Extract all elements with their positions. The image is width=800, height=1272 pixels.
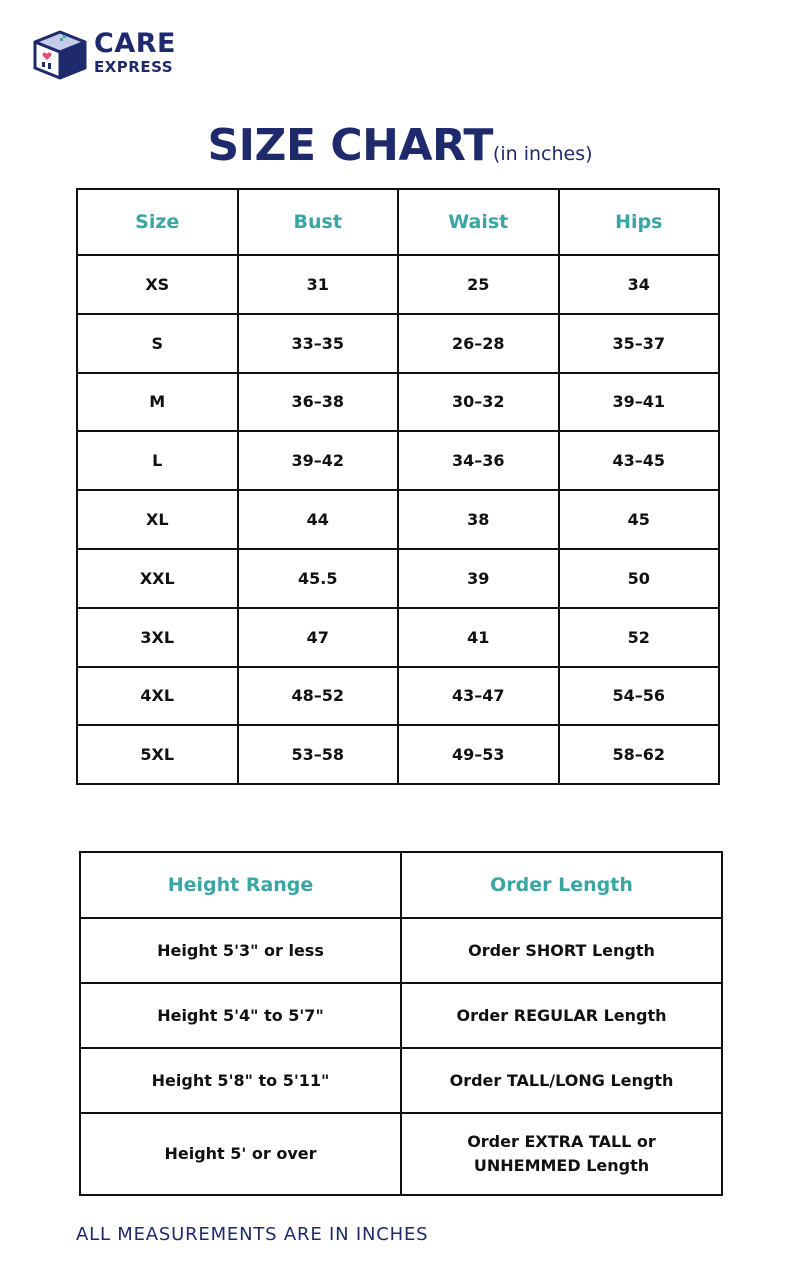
table-row [80, 983, 722, 1048]
table-row [77, 725, 719, 784]
brand-name-line2: EXPRESS [94, 58, 174, 76]
cell-order-length: Order SHORT Length [401, 918, 722, 983]
cell-bust: 48–52 [238, 667, 399, 726]
cell-bust: 47 [238, 608, 399, 667]
cell-hips: 35–37 [559, 314, 720, 373]
header-size: Size [77, 189, 238, 255]
cell-waist: 49–53 [398, 725, 559, 784]
cell-height-range: Height 5'3" or less [80, 918, 401, 983]
cell-size: M [77, 373, 238, 432]
length-table [79, 851, 723, 1196]
cell-hips: 45 [559, 490, 720, 549]
cell-bust: 31 [238, 255, 399, 314]
cell-size: 4XL [77, 667, 238, 726]
table-row [77, 373, 719, 432]
cell-bust: 44 [238, 490, 399, 549]
cell-bust: 45.5 [238, 549, 399, 608]
brand-name-line1: CARE [94, 28, 176, 59]
cell-hips: 58–62 [559, 725, 720, 784]
cell-hips: 43–45 [559, 431, 720, 490]
box-logo-icon [33, 30, 87, 82]
table-row [77, 549, 719, 608]
cell-waist: 39 [398, 549, 559, 608]
cell-hips: 34 [559, 255, 720, 314]
table-row [80, 918, 722, 983]
size-table-header [77, 189, 719, 255]
table-row [77, 608, 719, 667]
table-row [80, 1113, 722, 1195]
cell-waist: 41 [398, 608, 559, 667]
measurement-note: ALL MEASUREMENTS ARE IN INCHES [76, 1224, 429, 1245]
cell-waist: 30–32 [398, 373, 559, 432]
cell-height-range: Height 5'8" to 5'11" [80, 1048, 401, 1113]
cell-bust: 39–42 [238, 431, 399, 490]
cell-waist: 43–47 [398, 667, 559, 726]
title-subtitle: (in inches) [492, 143, 593, 165]
table-row [77, 314, 719, 373]
cell-height-range: Height 5' or over [80, 1113, 401, 1195]
cell-hips: 50 [559, 549, 720, 608]
cell-waist: 38 [398, 490, 559, 549]
cell-size: XXL [77, 549, 238, 608]
table-row [77, 490, 719, 549]
cell-size: 5XL [77, 725, 238, 784]
cell-waist: 26–28 [398, 314, 559, 373]
table-row [77, 667, 719, 726]
cell-waist: 34–36 [398, 431, 559, 490]
table-row [77, 255, 719, 314]
cell-bust: 36–38 [238, 373, 399, 432]
title-main: SIZE CHART [207, 120, 493, 171]
care-express-logo [33, 30, 193, 84]
cell-size: 3XL [77, 608, 238, 667]
cell-size: L [77, 431, 238, 490]
cell-order-length: Order EXTRA TALL or UNHEMMED Length [401, 1113, 722, 1195]
header-waist: Waist [398, 189, 559, 255]
cell-hips: 39–41 [559, 373, 720, 432]
cell-bust: 33–35 [238, 314, 399, 373]
cell-size: XL [77, 490, 238, 549]
table-row [77, 431, 719, 490]
cell-order-length: Order REGULAR Length [401, 983, 722, 1048]
cell-size: XS [77, 255, 238, 314]
cell-bust: 53–58 [238, 725, 399, 784]
cell-size: S [77, 314, 238, 373]
header-order-length: Order Length [401, 852, 722, 918]
table-row [80, 1048, 722, 1113]
header-height-range: Height Range [80, 852, 401, 918]
header-hips: Hips [559, 189, 720, 255]
cell-hips: 52 [559, 608, 720, 667]
length-table-header [80, 852, 722, 918]
cell-order-length: Order TALL/LONG Length [401, 1048, 722, 1113]
size-table [76, 188, 720, 785]
header-bust: Bust [238, 189, 399, 255]
cell-height-range: Height 5'4" to 5'7" [80, 983, 401, 1048]
page-title [0, 120, 800, 171]
cell-waist: 25 [398, 255, 559, 314]
cell-hips: 54–56 [559, 667, 720, 726]
